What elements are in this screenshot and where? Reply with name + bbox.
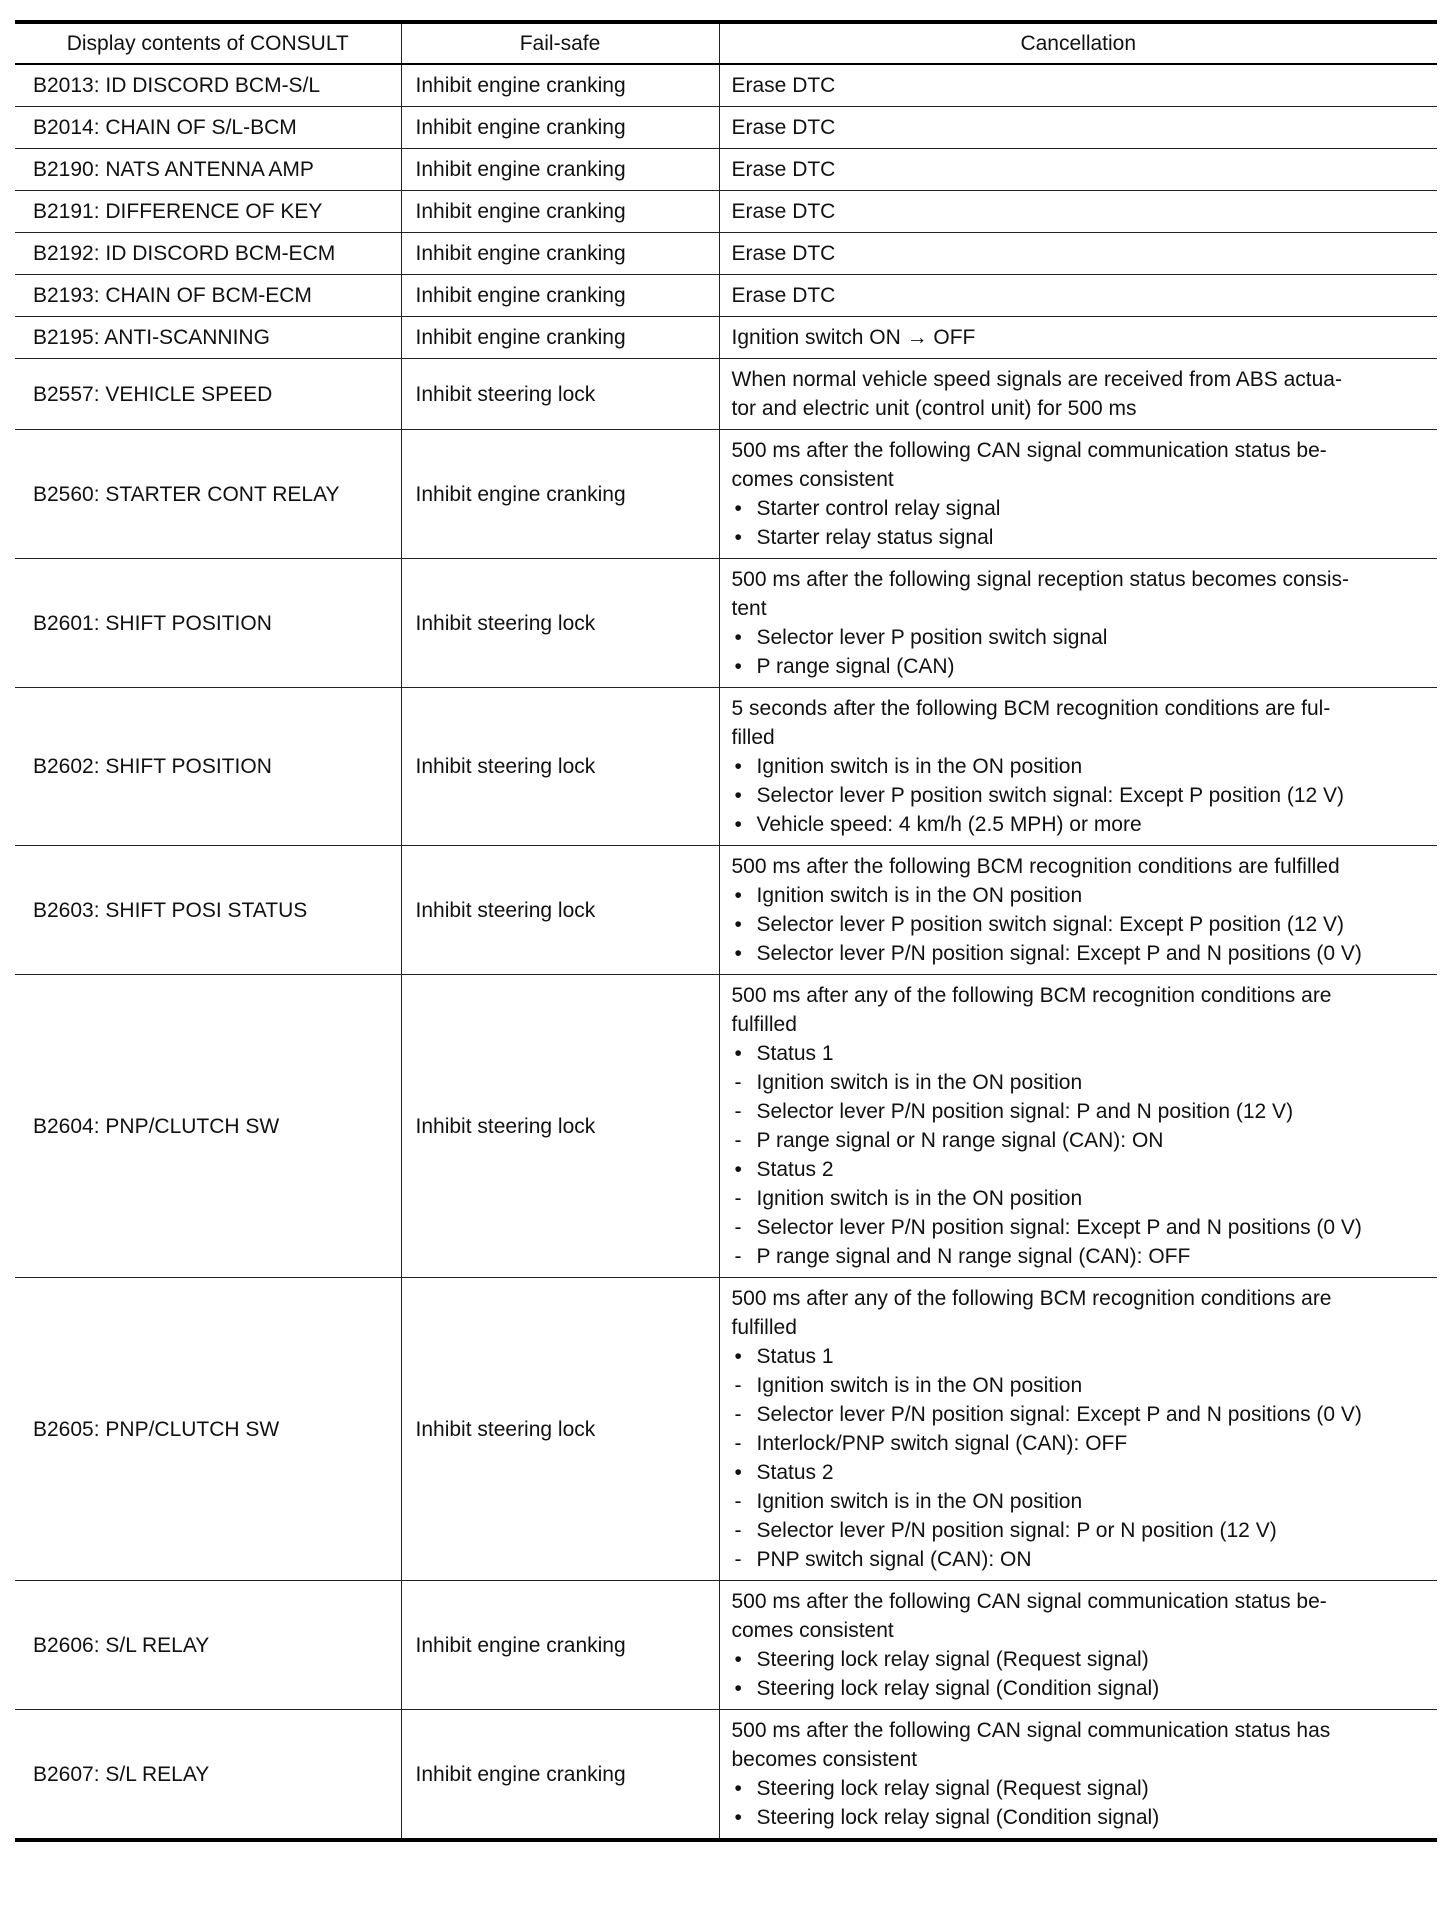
cancellation-text: Erase DTC bbox=[731, 284, 836, 307]
table-row bbox=[15, 688, 1437, 846]
dash-marker: - bbox=[734, 1071, 742, 1094]
header-row bbox=[15, 22, 1437, 64]
cancellation-text: 500 ms after the following CAN signal communication status has bbox=[731, 1719, 1331, 1742]
dash-item bbox=[732, 1126, 1426, 1155]
cancellation-text: 500 ms after the following CAN signal communication status be- bbox=[731, 1590, 1327, 1613]
item-text: Interlock/PNP switch signal (CAN): OFF bbox=[756, 1432, 1128, 1455]
bullet-marker: • bbox=[734, 755, 742, 778]
item-text: Steering lock relay signal (Condition signal) bbox=[756, 1806, 1160, 1829]
bullet-marker: • bbox=[734, 1461, 742, 1484]
bullet-item bbox=[732, 1155, 1426, 1184]
dash-item bbox=[732, 1213, 1426, 1242]
item-text: Selector lever P position switch signal: Except P position (12 V) bbox=[756, 913, 1345, 936]
failsafe-cell: Inhibit engine cranking bbox=[401, 1710, 719, 1841]
failsafe-cell: Inhibit steering lock bbox=[401, 975, 719, 1278]
bullet-item bbox=[732, 1774, 1426, 1803]
cancellation-text: Erase DTC bbox=[731, 242, 836, 265]
table-row bbox=[15, 359, 1437, 430]
cancellation-cell bbox=[719, 846, 1437, 975]
cancellation-text: fulfilled bbox=[731, 1316, 797, 1339]
table-row bbox=[15, 233, 1437, 275]
bullet-item bbox=[732, 652, 1426, 681]
bullet-marker: • bbox=[734, 655, 742, 678]
dtc-cell: B2606: S/L RELAY bbox=[15, 1581, 401, 1710]
table-row bbox=[15, 430, 1437, 559]
table-row bbox=[15, 149, 1437, 191]
item-text: Steering lock relay signal (Request signal) bbox=[756, 1648, 1149, 1671]
cancellation-text: tor and electric unit (control unit) for 500 ms bbox=[731, 397, 1137, 420]
dash-item bbox=[732, 1371, 1426, 1400]
bullet-item bbox=[732, 494, 1426, 523]
bullet-marker: • bbox=[734, 1158, 742, 1181]
dtc-cell: B2602: SHIFT POSITION bbox=[15, 688, 401, 846]
cancellation-text: 500 ms after the following signal reception status becomes consis- bbox=[731, 568, 1349, 591]
cancellation-text: 500 ms after any of the following BCM recognition conditions are bbox=[731, 1287, 1332, 1310]
failsafe-cell: Inhibit steering lock bbox=[401, 359, 719, 430]
failsafe-cell: Inhibit engine cranking bbox=[401, 233, 719, 275]
dash-item bbox=[732, 1184, 1426, 1213]
cancellation-cell bbox=[719, 233, 1437, 275]
dash-item bbox=[732, 1487, 1426, 1516]
item-text: Ignition switch is in the ON position bbox=[756, 884, 1083, 907]
cancellation-cell bbox=[719, 559, 1437, 688]
item-text: Starter control relay signal bbox=[756, 497, 1001, 520]
dash-marker: - bbox=[734, 1100, 742, 1123]
bullet-marker: • bbox=[734, 913, 742, 936]
dash-item bbox=[732, 1242, 1426, 1271]
failsafe-cell: Inhibit steering lock bbox=[401, 559, 719, 688]
cancellation-text: tent bbox=[731, 597, 767, 620]
failsafe-cell: Inhibit engine cranking bbox=[401, 191, 719, 233]
dtc-cell: B2014: CHAIN OF S/L-BCM bbox=[15, 107, 401, 149]
bullet-marker: • bbox=[734, 1806, 742, 1829]
bullet-item bbox=[732, 810, 1426, 839]
document-page bbox=[15, 20, 1437, 1842]
cancellation-cell bbox=[719, 975, 1437, 1278]
dtc-cell: B2190: NATS ANTENNA AMP bbox=[15, 149, 401, 191]
cancellation-cell bbox=[719, 64, 1437, 107]
bullet-marker: • bbox=[734, 942, 742, 965]
bullet-marker: • bbox=[734, 784, 742, 807]
item-text: Selector lever P position switch signal: Except P position (12 V) bbox=[756, 784, 1345, 807]
item-text: PNP switch signal (CAN): ON bbox=[756, 1548, 1032, 1571]
failsafe-cell: Inhibit engine cranking bbox=[401, 1581, 719, 1710]
bullet-item bbox=[732, 623, 1426, 652]
dash-item bbox=[732, 1516, 1426, 1545]
item-text: P range signal and N range signal (CAN): OFF bbox=[756, 1245, 1191, 1268]
item-text: Steering lock relay signal (Condition signal) bbox=[756, 1677, 1160, 1700]
cancellation-text: comes consistent bbox=[731, 468, 894, 491]
column-header-failsafe: Fail-safe bbox=[401, 22, 719, 64]
cancellation-text: filled bbox=[731, 726, 775, 749]
dash-marker: - bbox=[734, 1374, 742, 1397]
failsafe-cell: Inhibit engine cranking bbox=[401, 107, 719, 149]
failsafe-cell: Inhibit engine cranking bbox=[401, 64, 719, 107]
item-text: Starter relay status signal bbox=[756, 526, 994, 549]
failsafe-cell: Inhibit steering lock bbox=[401, 1278, 719, 1581]
cancellation-text: Erase DTC bbox=[731, 158, 836, 181]
dtc-cell: B2605: PNP/CLUTCH SW bbox=[15, 1278, 401, 1581]
dash-marker: - bbox=[734, 1216, 742, 1239]
dash-marker: - bbox=[734, 1403, 742, 1426]
bullet-item bbox=[732, 1342, 1426, 1371]
bullet-marker: • bbox=[734, 1777, 742, 1800]
cancellation-text: Erase DTC bbox=[731, 200, 836, 223]
cancellation-text: Ignition switch ON → OFF bbox=[731, 326, 976, 349]
table-row bbox=[15, 1278, 1437, 1581]
item-text: Vehicle speed: 4 km/h (2.5 MPH) or more bbox=[756, 813, 1142, 836]
bullet-marker: • bbox=[734, 884, 742, 907]
dtc-cell: B2607: S/L RELAY bbox=[15, 1710, 401, 1841]
cancellation-cell bbox=[719, 1278, 1437, 1581]
cancellation-cell bbox=[719, 1710, 1437, 1841]
bullet-marker: • bbox=[734, 813, 742, 836]
bullet-marker: • bbox=[734, 626, 742, 649]
bullet-marker: • bbox=[734, 1677, 742, 1700]
item-text: Ignition switch is in the ON position bbox=[756, 1187, 1083, 1210]
item-text: Selector lever P/N position signal: Except P and N positions (0 V) bbox=[756, 1403, 1362, 1426]
bullet-item bbox=[732, 781, 1426, 810]
table-row bbox=[15, 846, 1437, 975]
item-text: Status 2 bbox=[756, 1158, 834, 1181]
bullet-marker: • bbox=[734, 1042, 742, 1065]
bullet-item bbox=[732, 523, 1426, 552]
table-row bbox=[15, 191, 1437, 233]
dash-marker: - bbox=[734, 1129, 742, 1152]
failsafe-table bbox=[15, 20, 1437, 1842]
dtc-cell: B2557: VEHICLE SPEED bbox=[15, 359, 401, 430]
bullet-item bbox=[732, 910, 1426, 939]
bullet-item bbox=[732, 752, 1426, 781]
failsafe-cell: Inhibit engine cranking bbox=[401, 430, 719, 559]
item-text: Selector lever P/N position signal: P and N position (12 V) bbox=[756, 1100, 1294, 1123]
column-header-consult: Display contents of CONSULT bbox=[15, 22, 401, 64]
dash-item bbox=[732, 1068, 1426, 1097]
dash-marker: - bbox=[734, 1187, 742, 1210]
bullet-item bbox=[732, 1803, 1426, 1832]
bullet-item bbox=[732, 1645, 1426, 1674]
dtc-cell: B2191: DIFFERENCE OF KEY bbox=[15, 191, 401, 233]
cancellation-cell bbox=[719, 275, 1437, 317]
item-text: Selector lever P position switch signal bbox=[756, 626, 1108, 649]
bullet-marker: • bbox=[734, 497, 742, 520]
item-text: Selector lever P/N position signal: P or N position (12 V) bbox=[756, 1519, 1277, 1542]
cancellation-text: 5 seconds after the following BCM recognition conditions are ful- bbox=[731, 697, 1331, 720]
item-text: Selector lever P/N position signal: Except P and N positions (0 V) bbox=[756, 1216, 1362, 1239]
cancellation-cell bbox=[719, 688, 1437, 846]
item-text: Ignition switch is in the ON position bbox=[756, 755, 1083, 778]
cancellation-text: When normal vehicle speed signals are received from ABS actua- bbox=[731, 368, 1342, 391]
table-row bbox=[15, 559, 1437, 688]
cancellation-text: fulfilled bbox=[731, 1013, 797, 1036]
dtc-cell: B2195: ANTI-SCANNING bbox=[15, 317, 401, 359]
dash-item bbox=[732, 1400, 1426, 1429]
dtc-cell: B2604: PNP/CLUTCH SW bbox=[15, 975, 401, 1278]
bullet-marker: • bbox=[734, 1648, 742, 1671]
dtc-cell: B2192: ID DISCORD BCM-ECM bbox=[15, 233, 401, 275]
cancellation-text: 500 ms after the following BCM recognition conditions are fulfilled bbox=[731, 855, 1340, 878]
table-row bbox=[15, 975, 1437, 1278]
cancellation-text: Erase DTC bbox=[731, 74, 836, 97]
table-body bbox=[15, 64, 1437, 1840]
table-row bbox=[15, 275, 1437, 317]
bullet-item bbox=[732, 881, 1426, 910]
bullet-item bbox=[732, 1674, 1426, 1703]
table-row bbox=[15, 1710, 1437, 1841]
dtc-cell: B2013: ID DISCORD BCM-S/L bbox=[15, 64, 401, 107]
dtc-cell: B2560: STARTER CONT RELAY bbox=[15, 430, 401, 559]
table-row bbox=[15, 317, 1437, 359]
dash-item bbox=[732, 1429, 1426, 1458]
item-text: Status 1 bbox=[756, 1345, 834, 1368]
dash-item bbox=[732, 1097, 1426, 1126]
dash-marker: - bbox=[734, 1519, 742, 1542]
table-row bbox=[15, 1581, 1437, 1710]
cancellation-text: comes consistent bbox=[731, 1619, 894, 1642]
item-text: P range signal or N range signal (CAN): ON bbox=[756, 1129, 1164, 1152]
cancellation-text: 500 ms after the following CAN signal communication status be- bbox=[731, 439, 1327, 462]
dtc-cell: B2603: SHIFT POSI STATUS bbox=[15, 846, 401, 975]
bullet-marker: • bbox=[734, 1345, 742, 1368]
item-text: Status 1 bbox=[756, 1042, 834, 1065]
dash-item bbox=[732, 1545, 1426, 1574]
cancellation-text: Erase DTC bbox=[731, 116, 836, 139]
dash-marker: - bbox=[734, 1432, 742, 1455]
item-text: Steering lock relay signal (Request signal) bbox=[756, 1777, 1149, 1800]
failsafe-cell: Inhibit engine cranking bbox=[401, 149, 719, 191]
failsafe-cell: Inhibit engine cranking bbox=[401, 317, 719, 359]
dash-marker: - bbox=[734, 1245, 742, 1268]
cancellation-cell bbox=[719, 107, 1437, 149]
bullet-marker: • bbox=[734, 526, 742, 549]
item-text: P range signal (CAN) bbox=[756, 655, 955, 678]
bullet-item bbox=[732, 939, 1426, 968]
cancellation-cell bbox=[719, 317, 1437, 359]
cancellation-cell bbox=[719, 191, 1437, 233]
dtc-cell: B2193: CHAIN OF BCM-ECM bbox=[15, 275, 401, 317]
cancellation-cell bbox=[719, 430, 1437, 559]
cancellation-cell bbox=[719, 1581, 1437, 1710]
item-text: Ignition switch is in the ON position bbox=[756, 1071, 1083, 1094]
item-text: Ignition switch is in the ON position bbox=[756, 1490, 1083, 1513]
failsafe-cell: Inhibit steering lock bbox=[401, 688, 719, 846]
bullet-item bbox=[732, 1458, 1426, 1487]
dash-marker: - bbox=[734, 1490, 742, 1513]
bullet-item bbox=[732, 1039, 1426, 1068]
cancellation-text: becomes consistent bbox=[731, 1748, 918, 1771]
cancellation-cell bbox=[719, 149, 1437, 191]
item-text: Ignition switch is in the ON position bbox=[756, 1374, 1083, 1397]
failsafe-cell: Inhibit engine cranking bbox=[401, 275, 719, 317]
dash-marker: - bbox=[734, 1548, 742, 1571]
failsafe-cell: Inhibit steering lock bbox=[401, 846, 719, 975]
item-text: Selector lever P/N position signal: Except P and N positions (0 V) bbox=[756, 942, 1362, 965]
cancellation-cell bbox=[719, 359, 1437, 430]
column-header-cancellation: Cancellation bbox=[719, 22, 1437, 64]
cancellation-text: 500 ms after any of the following BCM recognition conditions are bbox=[731, 984, 1332, 1007]
table-row bbox=[15, 64, 1437, 107]
item-text: Status 2 bbox=[756, 1461, 834, 1484]
table-row bbox=[15, 107, 1437, 149]
dtc-cell: B2601: SHIFT POSITION bbox=[15, 559, 401, 688]
